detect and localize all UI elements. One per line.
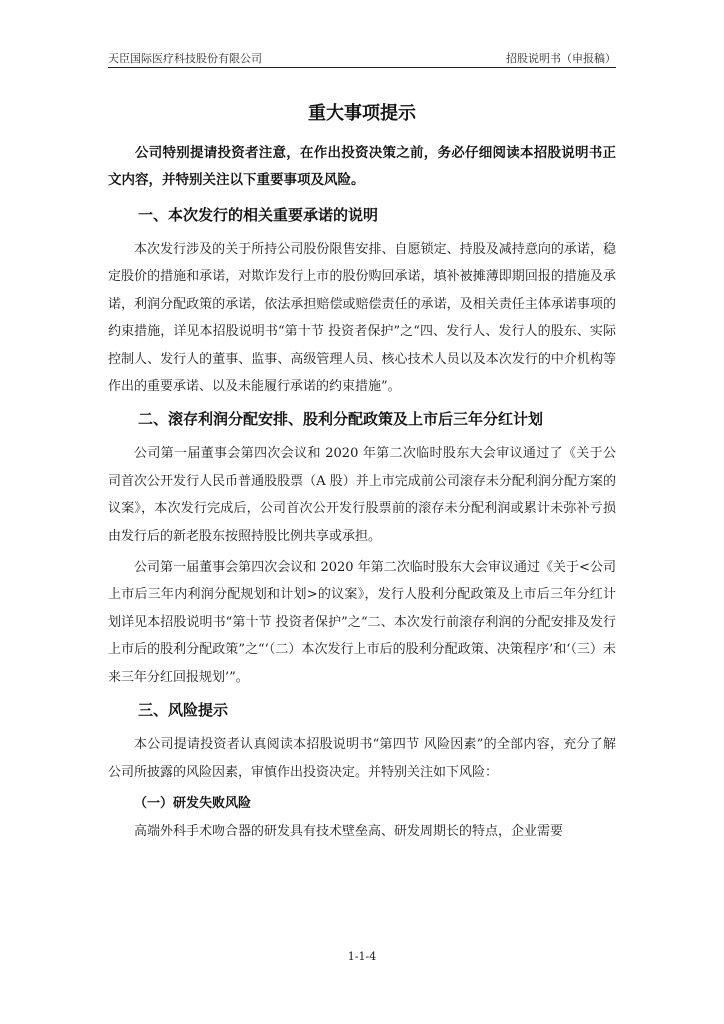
page-number: 1-1-4: [347, 950, 377, 963]
intro-paragraph: 公司特别提请投资者注意，在作出投资决策之前，务必仔细阅读本招股说明书正文内容，并特别关注以下重要事项及风险。: [108, 145, 616, 188]
page-title: 重大事项提示: [308, 103, 416, 124]
page-header: [108, 50, 616, 68]
header-divider: [108, 67, 616, 68]
section-2-paragraph-1: 公司第一届董事会第四次会议和 2020 年第二次临时股东大会审议通过了《关于公司首次公开发行人民币普通股股票（A 股）并上市完成前公司滚存未分配利润分配方案的议案》，本次发行完成后，公司首次公开发行股票前的滚存未分配利润或累计未弥补亏损由发行后的新老股东按照持股比例共享或承担。: [108, 446, 616, 544]
section-1-heading: 一、本次发行的相关重要承诺的说明: [138, 206, 379, 224]
section-1-paragraph-1: 本次发行涉及的关于所持公司股份限售安排、自愿锁定、持股及减持意向的承诺，稳定股价的措施和承诺，对欺诈发行上市的股份购回承诺，填补被摊薄即期回报的措施及承诺，利润分配政策的承诺，依法承担赔偿或赔偿责任的承诺，及相关责任主体承诺事项的约束措施，详见本招股说明书“第十节 投资者保护”之“四、发行人、发行人的股东、实际控制人、发行人的董事、监事、高级管理人员、核心技术人员以及本次发行的中介机构等作出的重要承诺、以及未能履行承诺的约束措施”。: [108, 242, 616, 395]
header-company-name: 天臣国际医疗科技股份有限公司: [108, 52, 262, 65]
section-2-heading: 二、滚存利润分配安排、股利分配政策及上市后三年分红计划: [138, 410, 544, 429]
header-document-type: 招股说明书（申报稿）: [506, 52, 616, 65]
page-body: [108, 100, 616, 849]
subsection-rd-failure-paragraph-1: 高端外科手术吻合器的研发具有技术壁垒高、研发周期长的特点，企业需要: [134, 823, 564, 839]
subsection-rd-failure-heading: （一）研发失败风险: [134, 795, 252, 811]
section-3-heading: 三、风险提示: [138, 701, 229, 720]
section-2-paragraph-2: 公司第一届董事会第四次会议和 2020 年第二次临时股东大会审议通过《关于<公司上市后三年内利润分配规划和计划>的议案》，发行人股利分配政策及上市后三年分红计划详见本招股说明书“第十节 投资者保护”之“二、本次发行前滚存利润的分配安排及发行上市后的股利分配政策”之“‘（二）本次发行上市后的股利分配政策、决策程序’和‘（三）未来三年分红回报规划’”。: [108, 560, 616, 685]
section-3-paragraph-1: 本公司提请投资者认真阅读本招股说明书“第四节 风险因素”的全部内容，充分了解公司所披露的风险因素，审慎作出投资决定。并特别关注如下风险：: [108, 737, 616, 780]
